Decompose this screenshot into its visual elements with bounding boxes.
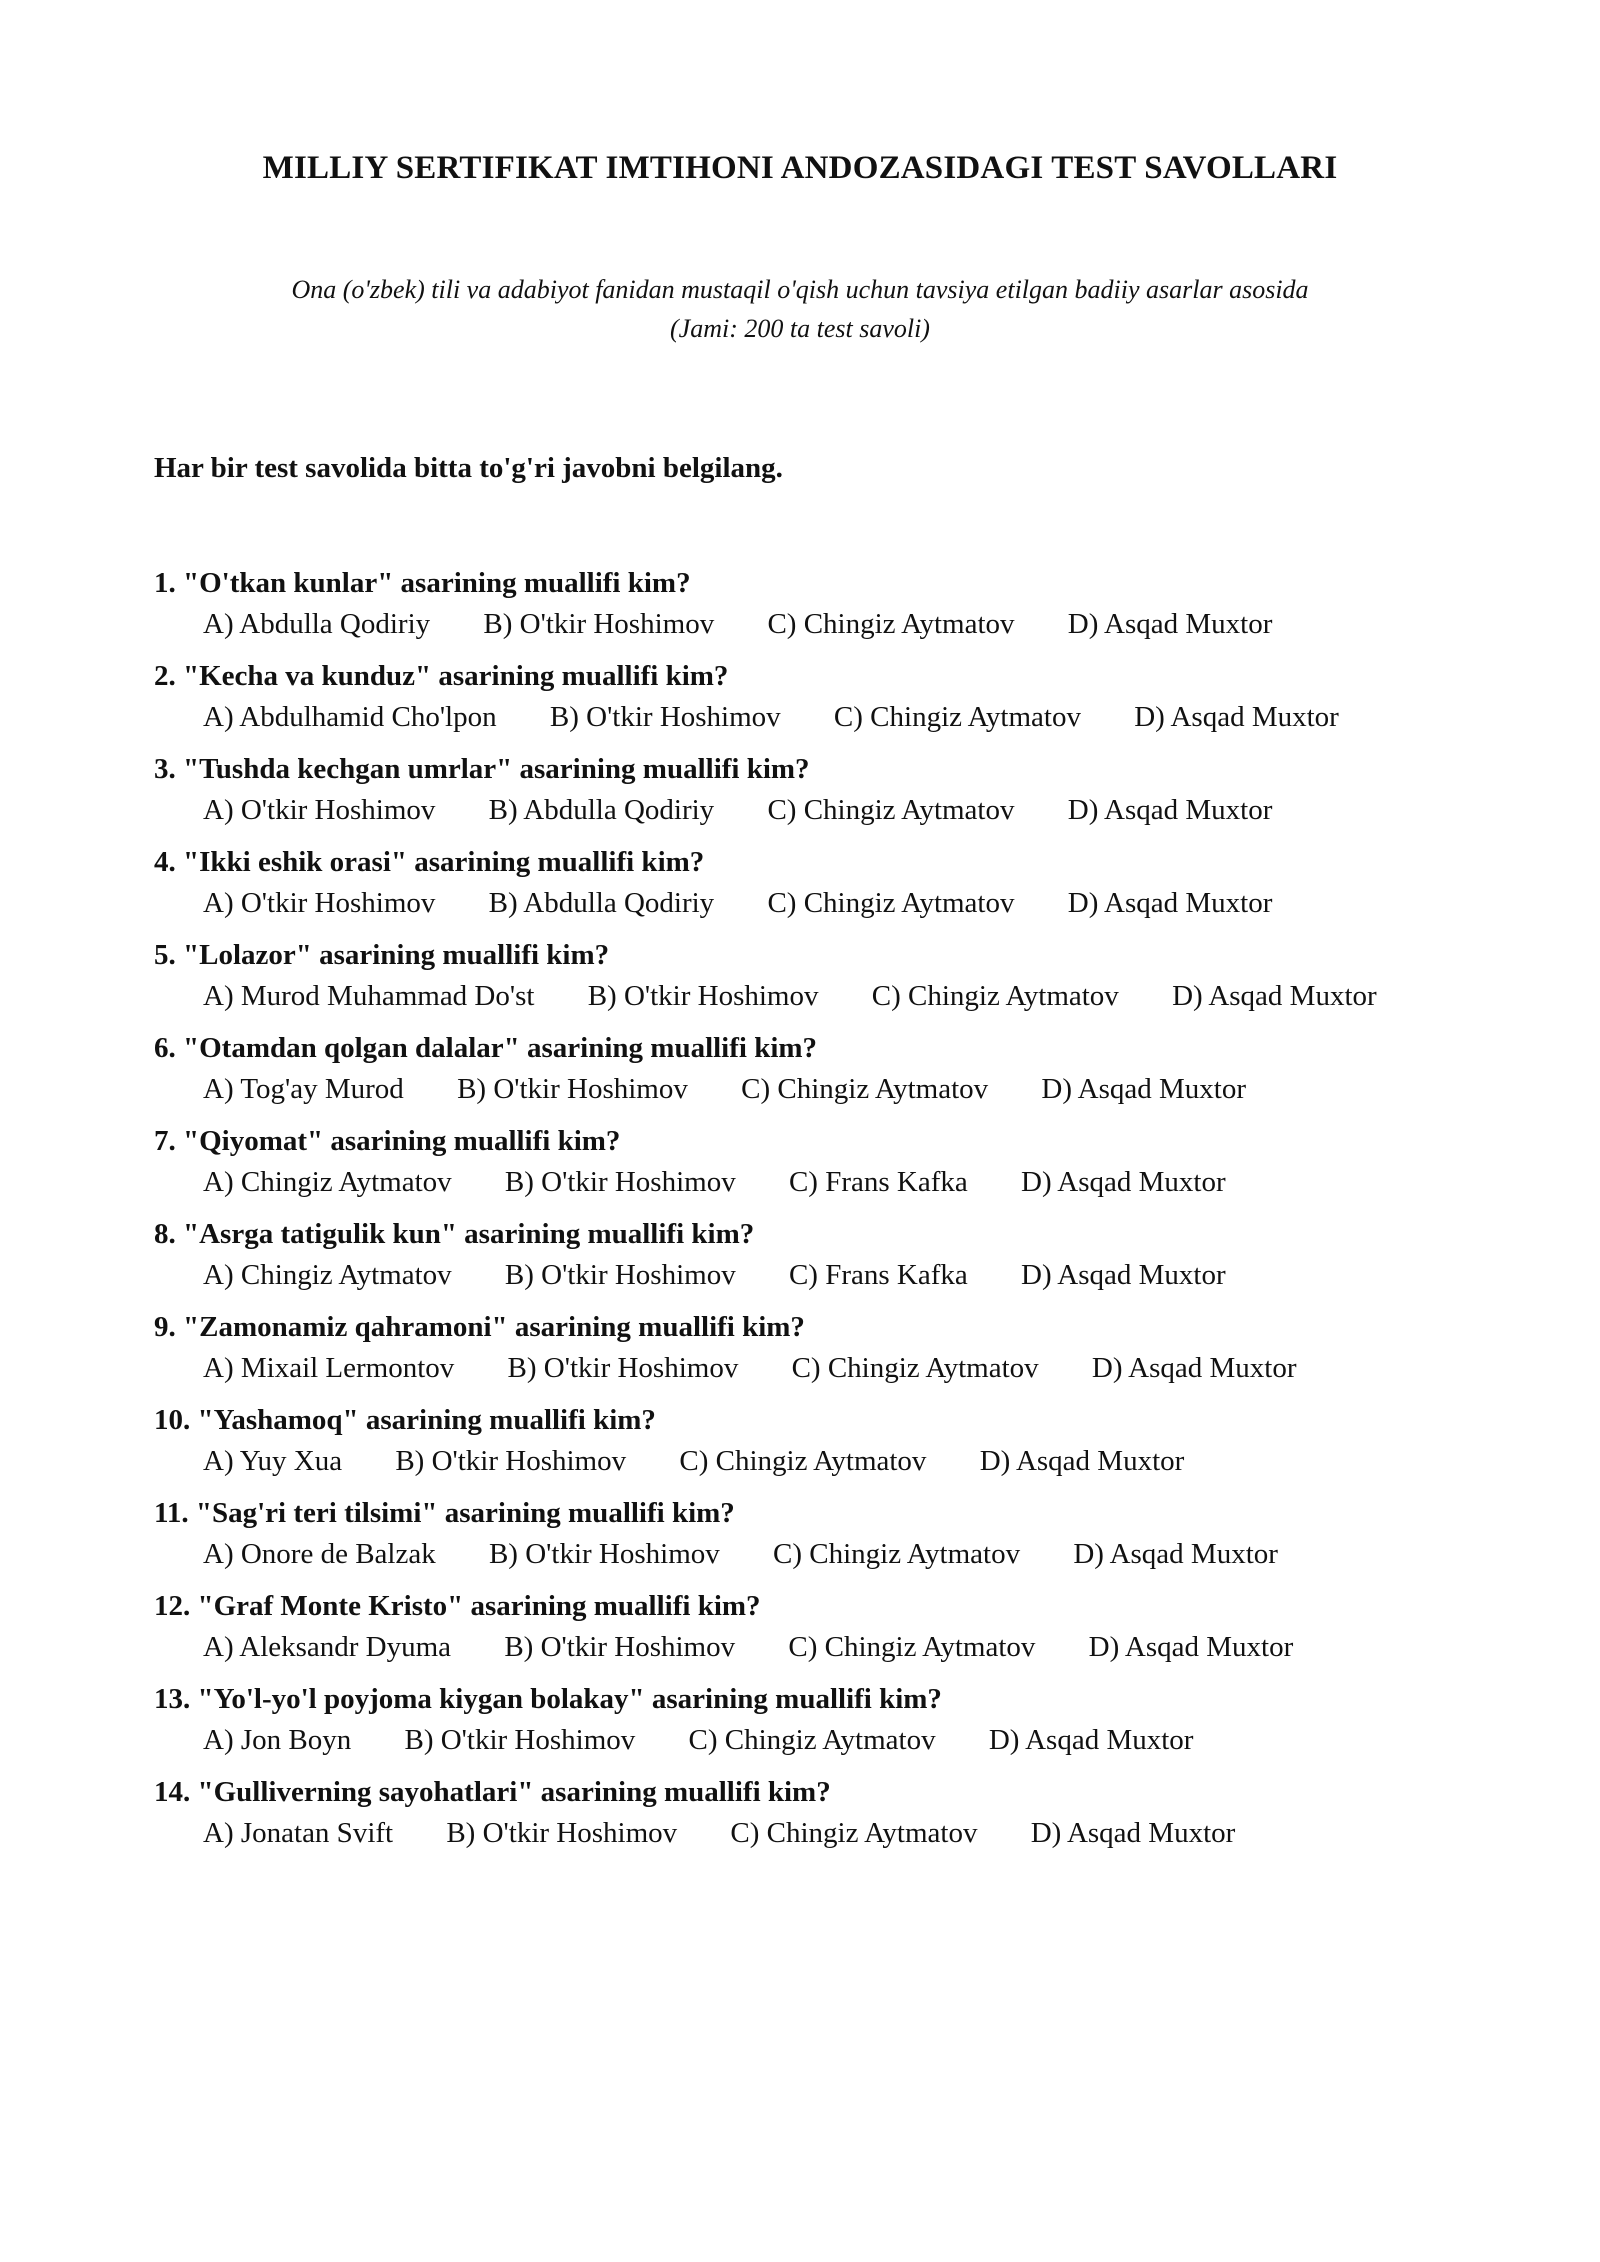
answer-options	[203, 881, 1474, 925]
answer-option: C) Chingiz Aytmatov	[767, 794, 1015, 826]
question-text: 14. "Gulliverning sayohatlari" asarining muallifi kim?	[154, 1776, 831, 1808]
question-text: 13. "Yo'l-yo'l poyjoma kiygan bolakay" asarining muallifi kim?	[154, 1683, 942, 1715]
answer-options	[203, 1253, 1474, 1297]
answer-option: D) Asqad Muxtor	[1067, 794, 1273, 826]
answer-option: C) Chingiz Aytmatov	[788, 1631, 1036, 1663]
question-item	[154, 657, 1474, 739]
answer-option: C) Frans Kafka	[788, 1166, 968, 1198]
answer-option: B) O'tkir Hoshimov	[404, 1724, 636, 1756]
question-item	[154, 1029, 1474, 1111]
question-text: 10. "Yashamoq" asarining muallifi kim?	[154, 1404, 656, 1436]
document-title: MILLIY SERTIFIKAT IMTIHONI ANDOZASIDAGI TEST SAVOLLARI	[262, 150, 1338, 186]
answer-options	[203, 788, 1474, 832]
answer-option: D) Asqad Muxtor	[1172, 980, 1377, 1012]
question-item	[154, 750, 1474, 832]
question-text: 4. "Ikki eshik orasi" asarining muallifi kim?	[154, 846, 705, 878]
question-item	[154, 1215, 1474, 1297]
question-item	[154, 1308, 1474, 1390]
answer-options	[203, 1532, 1474, 1576]
answer-option: B) O'tkir Hoshimov	[488, 1538, 720, 1570]
subtitle-line: (Jami: 200 ta test savoli)	[670, 314, 930, 343]
answer-option: D) Asqad Muxtor	[1030, 1817, 1236, 1849]
answer-options	[203, 695, 1474, 739]
answer-options	[203, 1718, 1474, 1762]
answer-option: A) Murod Muhammad Do'st	[203, 980, 535, 1012]
answer-option: B) O'tkir Hoshimov	[395, 1445, 627, 1477]
answer-option: C) Chingiz Aytmatov	[767, 608, 1015, 640]
question-text: 12. "Graf Monte Kristo" asarining muallifi kim?	[154, 1590, 761, 1622]
answer-option: A) Mixail Lermontov	[203, 1352, 455, 1384]
answer-options	[203, 1067, 1474, 1111]
answer-option: C) Chingiz Aytmatov	[833, 701, 1081, 733]
answer-option: B) O'tkir Hoshimov	[507, 1352, 739, 1384]
question-item	[154, 1680, 1474, 1762]
answer-option: C) Chingiz Aytmatov	[791, 1352, 1039, 1384]
answer-option: B) O'tkir Hoshimov	[549, 701, 781, 733]
answer-option: C) Chingiz Aytmatov	[688, 1724, 936, 1756]
answer-option: B) O'tkir Hoshimov	[483, 608, 715, 640]
answer-option: B) O'tkir Hoshimov	[457, 1073, 688, 1105]
answer-options	[203, 1346, 1474, 1390]
question-item	[154, 1494, 1474, 1576]
instruction-text: Har bir test savolida bitta to'g'ri javobni belgilang.	[154, 452, 783, 484]
question-item	[154, 1401, 1474, 1483]
answer-option: A) Chingiz Aytmatov	[203, 1166, 452, 1198]
answer-option: D) Asqad Muxtor	[1067, 887, 1273, 919]
answer-option: B) O'tkir Hoshimov	[446, 1817, 678, 1849]
question-text: 9. "Zamonamiz qahramoni" asarining muallifi kim?	[154, 1311, 805, 1343]
answer-option: D) Asqad Muxtor	[979, 1445, 1185, 1477]
question-text: 2. "Kecha va kunduz" asarining muallifi kim?	[154, 660, 729, 692]
answer-option: A) Onore de Balzak	[203, 1538, 436, 1570]
document-subtitle	[0, 270, 1600, 348]
question-text: 5. "Lolazor" asarining muallifi kim?	[154, 939, 610, 971]
answer-option: C) Chingiz Aytmatov	[871, 980, 1119, 1012]
answer-options	[203, 1160, 1474, 1204]
answer-options	[203, 1439, 1474, 1483]
answer-option: D) Asqad Muxtor	[1067, 608, 1273, 640]
answer-option: B) Abdulla Qodiriy	[488, 887, 715, 919]
question-item	[154, 1773, 1474, 1855]
answer-option: B) O'tkir Hoshimov	[504, 1631, 736, 1663]
answer-option: C) Chingiz Aytmatov	[773, 1538, 1021, 1570]
answer-option: C) Chingiz Aytmatov	[741, 1073, 989, 1105]
question-item	[154, 564, 1474, 646]
answer-option: B) O'tkir Hoshimov	[587, 980, 819, 1012]
answer-option: D) Asqad Muxtor	[988, 1724, 1194, 1756]
answer-option: A) O'tkir Hoshimov	[203, 887, 436, 919]
question-list	[154, 564, 1474, 1866]
question-item	[154, 936, 1474, 1018]
question-text: 1. "O'tkan kunlar" asarining muallifi kim?	[154, 567, 691, 599]
answer-option: D) Asqad Muxtor	[1021, 1166, 1226, 1198]
subtitle-line: Ona (o'zbek) tili va adabiyot fanidan mustaqil o'qish uchun tavsiya etilgan badiiy asarlar asosida	[291, 275, 1309, 304]
answer-option: D) Asqad Muxtor	[1041, 1073, 1247, 1105]
answer-option: D) Asqad Muxtor	[1073, 1538, 1278, 1570]
answer-option: A) Abdulla Qodiriy	[203, 608, 431, 640]
answer-option: A) Aleksandr Dyuma	[203, 1631, 452, 1663]
question-text: 6. "Otamdan qolgan dalalar" asarining muallifi kim?	[154, 1032, 818, 1064]
answer-option: A) Chingiz Aytmatov	[203, 1259, 452, 1291]
answer-options	[203, 1811, 1474, 1855]
question-item	[154, 1587, 1474, 1669]
answer-option: B) O'tkir Hoshimov	[504, 1259, 736, 1291]
answer-option: C) Chingiz Aytmatov	[730, 1817, 978, 1849]
answer-option: A) Abdulhamid Cho'lpon	[203, 701, 497, 733]
answer-options	[203, 602, 1474, 646]
answer-option: D) Asqad Muxtor	[1091, 1352, 1297, 1384]
answer-option: C) Chingiz Aytmatov	[767, 887, 1015, 919]
question-text: 8. "Asrga tatigulik kun" asarining muallifi kim?	[154, 1218, 755, 1250]
question-item	[154, 1122, 1474, 1204]
answer-option: A) Jonatan Svift	[203, 1817, 394, 1849]
answer-options	[203, 1625, 1474, 1669]
answer-option: B) O'tkir Hoshimov	[504, 1166, 736, 1198]
answer-option: B) Abdulla Qodiriy	[488, 794, 715, 826]
answer-option: C) Chingiz Aytmatov	[679, 1445, 927, 1477]
answer-option: D) Asqad Muxtor	[1134, 701, 1339, 733]
question-text: 3. "Tushda kechgan umrlar" asarining muallifi kim?	[154, 753, 810, 785]
question-item	[154, 843, 1474, 925]
answer-option: D) Asqad Muxtor	[1088, 1631, 1294, 1663]
answer-options	[203, 974, 1474, 1018]
answer-option: A) Jon Boyn	[203, 1724, 352, 1756]
answer-option: A) Tog'ay Murod	[203, 1073, 404, 1105]
answer-option: A) O'tkir Hoshimov	[203, 794, 436, 826]
question-text: 11. "Sag'ri teri tilsimi" asarining muallifi kim?	[154, 1497, 735, 1529]
answer-option: C) Frans Kafka	[788, 1259, 968, 1291]
answer-option: D) Asqad Muxtor	[1021, 1259, 1226, 1291]
answer-option: A) Yuy Xua	[203, 1445, 343, 1477]
question-text: 7. "Qiyomat" asarining muallifi kim?	[154, 1125, 621, 1157]
